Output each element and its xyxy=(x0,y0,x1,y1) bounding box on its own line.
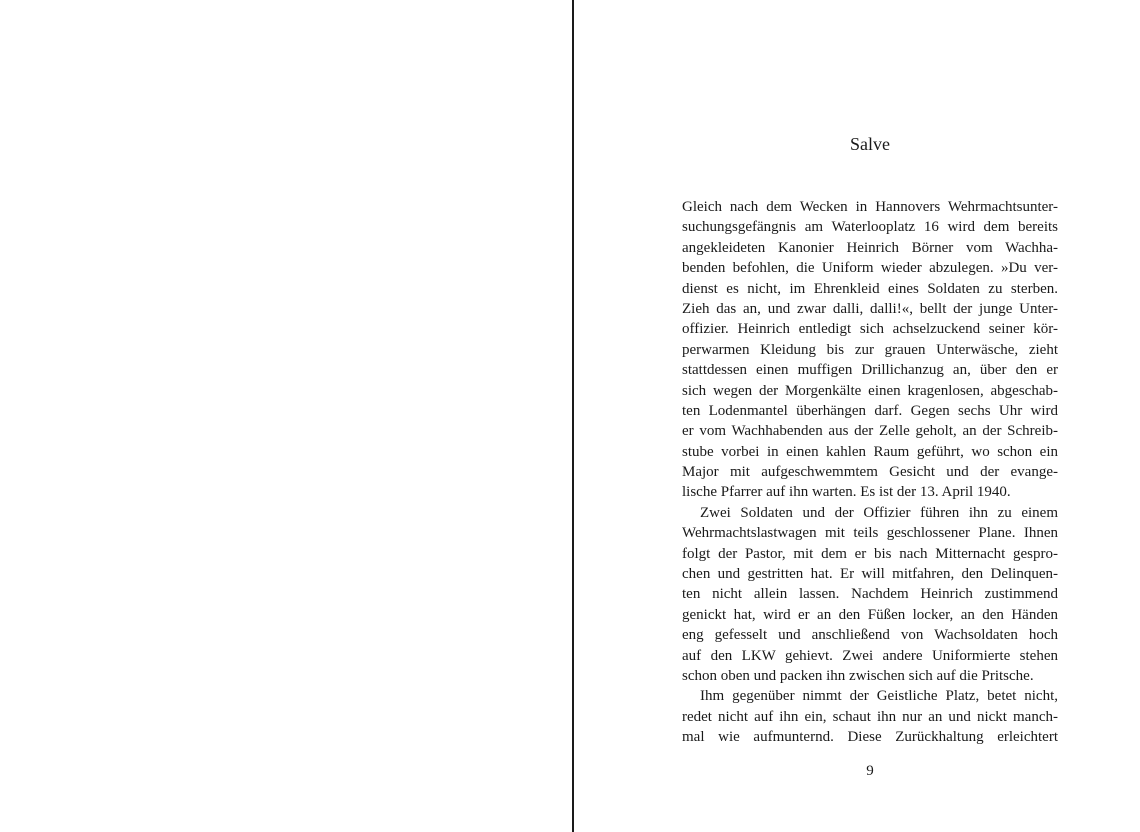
body-text xyxy=(682,197,1058,748)
text-line: Gleich nach dem Wecken in Hannovers Wehrmachtsunter- xyxy=(682,199,1058,215)
page-number: 9 xyxy=(866,763,874,779)
text-line: Ihm gegenüber nimmt der Geistliche Platz, betet nicht, xyxy=(700,688,1058,705)
text-line: stube vorbei in einen kahlen Raum geführt, wo schon ein xyxy=(682,443,1058,460)
text-line: offizier. Heinrich entledigt sich achselzuckend seiner kör- xyxy=(682,321,1058,338)
paragraph xyxy=(682,686,1058,747)
paragraph xyxy=(682,503,1058,687)
right-page xyxy=(574,0,1140,832)
text-line: lische Pfarrer auf ihn warten. Es ist der 13. April 1940. xyxy=(682,484,1011,501)
text-line: eng gefesselt und anschließend von Wachsoldaten hoch xyxy=(682,627,1058,644)
text-line: Zieh das an, und zwar dalli, dalli!«, bellt der junge Unter- xyxy=(682,300,1058,317)
text-line: ten Lodenmantel überhängen darf. Gegen sechs Uhr wird xyxy=(682,402,1058,419)
text-line: stattdessen einen muffigen Drillichanzug an, über den er xyxy=(682,362,1058,379)
chapter-title: Salve xyxy=(850,134,890,154)
text-line: Wehrmachtslastwagen mit teils geschlossener Plane. Ihnen xyxy=(682,525,1058,542)
text-line: schon oben und packen ihn zwischen sich auf die Pritsche. xyxy=(682,667,1034,684)
text-line: suchungsgefängnis am Waterlooplatz 16 wird dem bereits xyxy=(682,219,1058,236)
text-line: redet nicht auf ihn ein, schaut ihn nur an und nickt manch- xyxy=(682,708,1058,725)
text-line: benden befohlen, die Uniform wieder abzulegen. »Du ver- xyxy=(682,260,1058,277)
text-line: chen und gestritten hat. Er will mitfahren, den Delinquen- xyxy=(682,566,1058,583)
text-line: ten nicht allein lassen. Nachdem Heinrich zustimmend xyxy=(682,586,1058,603)
text-line: sich wegen der Morgenkälte einen kragenlosen, abgeschab- xyxy=(682,382,1058,399)
text-line: angekleideten Kanonier Heinrich Börner vom Wachha- xyxy=(682,239,1058,256)
text-line: genickt hat, wird er an den Füßen locker, an den Händen xyxy=(682,606,1058,623)
text-line: dienst es nicht, im Ehrenkleid eines Soldaten zu sterben. xyxy=(682,280,1058,297)
text-line: er vom Wachhabenden aus der Zelle geholt, an der Schreib- xyxy=(682,423,1058,440)
paragraph xyxy=(682,197,1058,503)
text-line: mal wie aufmunternd. Diese Zurückhaltung erleichtert xyxy=(682,729,1058,746)
text-line: folgt der Pastor, mit dem er bis nach Mitternacht gespro- xyxy=(682,545,1058,562)
text-line: Zwei Soldaten und der Offizier führen ihn zu einem xyxy=(700,504,1058,521)
text-line: Major mit aufgeschwemmtem Gesicht und der evange- xyxy=(682,464,1058,481)
text-line: auf den LKW gehievt. Zwei andere Uniformierte stehen xyxy=(682,647,1058,664)
text-line: perwarmen Kleidung bis zur grauen Unterwäsche, zieht xyxy=(682,341,1058,358)
